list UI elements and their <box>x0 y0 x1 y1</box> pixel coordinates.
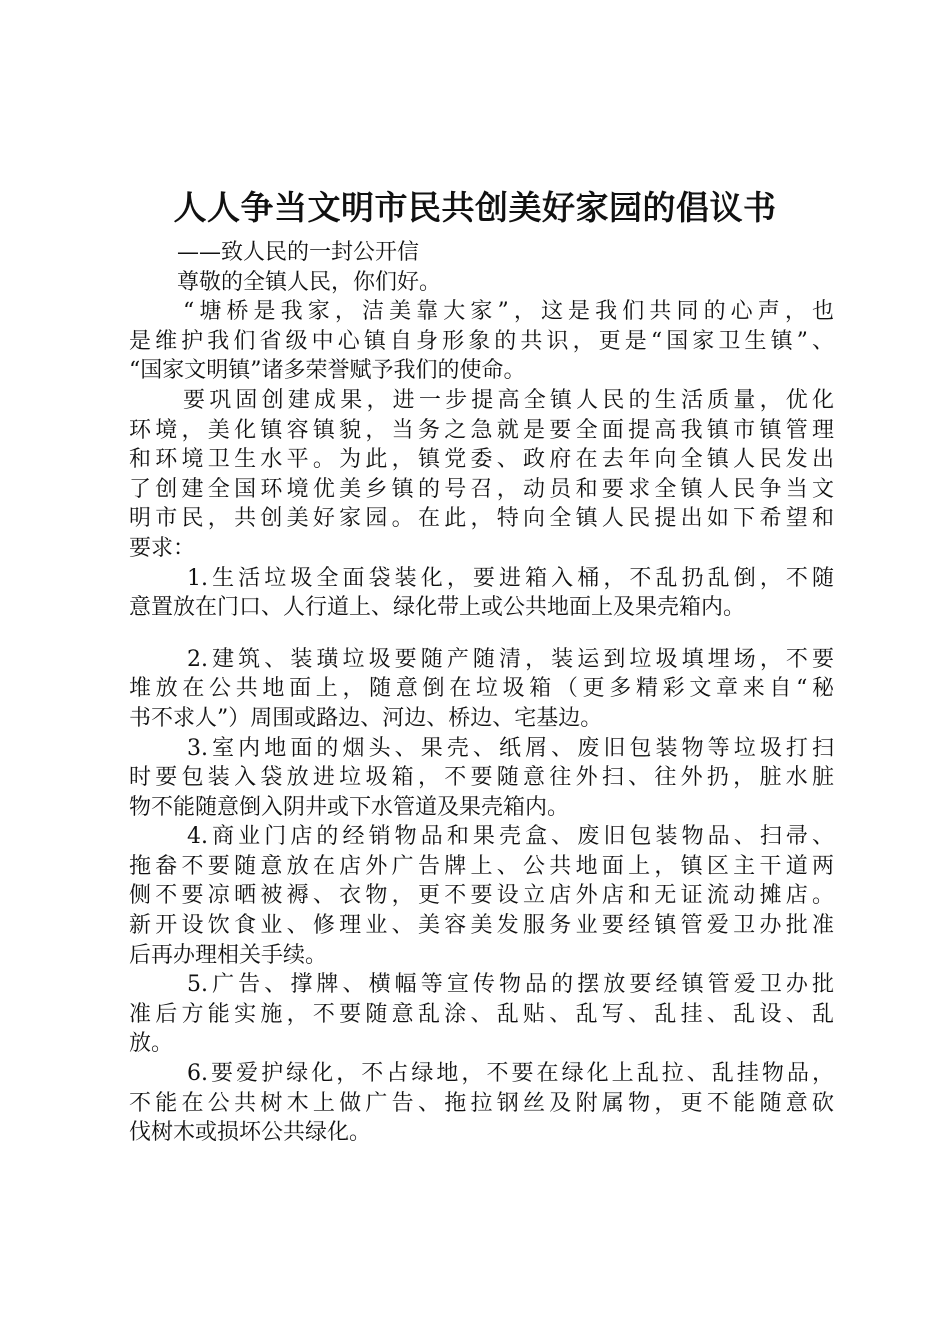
list-item-line: 3.室内地面的烟头、果壳、纸屑、废旧包装物等垃圾打扫 <box>187 735 834 761</box>
paragraph-line: “国家文明镇”诸多荣誉赋予我们的使命。 <box>129 358 526 384</box>
list-item-line: 6.要爱护绿化，不占绿地，不要在绿化上乱拉、乱挂物品， <box>187 1061 834 1087</box>
paragraph-line: 环境，美化镇容镇貌，当务之急就是要全面提高我镇市镇管理 <box>129 417 834 443</box>
list-item-line: 5.广告、撑牌、横幅等宣传物品的摆放要经镇管爱卫办批 <box>187 972 834 998</box>
greeting: 尊敬的全镇人民，你们好。 <box>177 269 442 295</box>
list-item-line: 后再办理相关手续。 <box>129 942 328 968</box>
document-subtitle: ——致人民的一封公开信 <box>177 240 420 265</box>
list-item-line: 1.生活垃圾全面袋装化，要进箱入桶，不乱扔乱倒，不随 <box>187 565 834 591</box>
list-item-line: 4.商业门店的经销物品和果壳盒、废旧包装物品、扫帚、 <box>187 824 834 850</box>
list-item-line: 物不能随意倒入阴井或下水管道及果壳箱内。 <box>129 794 570 820</box>
paragraph-line: 要求： <box>129 535 196 561</box>
list-item-line: 拖畚不要随意放在店外广告牌上、公共地面上，镇区主干道两 <box>129 853 834 879</box>
list-item-line: 2.建筑、装璜垃圾要随产随清，装运到垃圾填埋场，不要 <box>187 646 834 672</box>
paragraph-line: 了创建全国环境优美乡镇的号召，动员和要求全镇人民争当文 <box>129 476 834 502</box>
list-item-line: 不能在公共树木上做广告、拖拉钢丝及附属物，更不能随意砍 <box>129 1090 834 1116</box>
list-item-line: 堆放在公共地面上，随意倒在垃圾箱（更多精彩文章来自“秘 <box>129 676 834 702</box>
list-item-line: 书不求人”）周围或路边、河边、桥边、宅基边。 <box>129 705 603 731</box>
list-item-line: 时要包装入袋放进垃圾箱，不要随意往外扫、往外扔，脏水脏 <box>129 765 834 791</box>
document-title: 人人争当文明市民共创美好家园的倡议书 <box>173 188 777 227</box>
list-item-line: 侧不要凉晒被褥、衣物，更不要设立店外店和无证流动摊店。 <box>129 883 834 909</box>
paragraph-gap <box>129 623 834 645</box>
document-body <box>129 238 834 1148</box>
paragraph-line: 明市民，共创美好家园。在此，特向全镇人民提出如下希望和 <box>129 506 834 532</box>
paragraph-line: “塘桥是我家，洁美靠大家”，这是我们共同的心声，也 <box>183 299 834 325</box>
list-item-line: 意置放在门口、人行道上、绿化带上或公共地面上及果壳箱内。 <box>129 595 746 621</box>
list-item-line: 准后方能实施，不要随意乱涂、乱贴、乱写、乱挂、乱设、乱 <box>129 1001 834 1027</box>
paragraph-line: 和环境卫生水平。为此，镇党委、政府在去年向全镇人民发出 <box>129 447 834 473</box>
paragraph-line: 要巩固创建成果，进一步提高全镇人民的生活质量，优化 <box>183 387 834 413</box>
list-item-line: 放。 <box>129 1031 174 1057</box>
list-item-line: 新开设饮食业、修理业、美容美发服务业要经镇管爱卫办批准 <box>129 913 834 939</box>
paragraph-line: 是维护我们省级中心镇自身形象的共识，更是“国家卫生镇”、 <box>129 328 834 354</box>
list-item-line: 伐树木或损坏公共绿化。 <box>129 1120 372 1146</box>
